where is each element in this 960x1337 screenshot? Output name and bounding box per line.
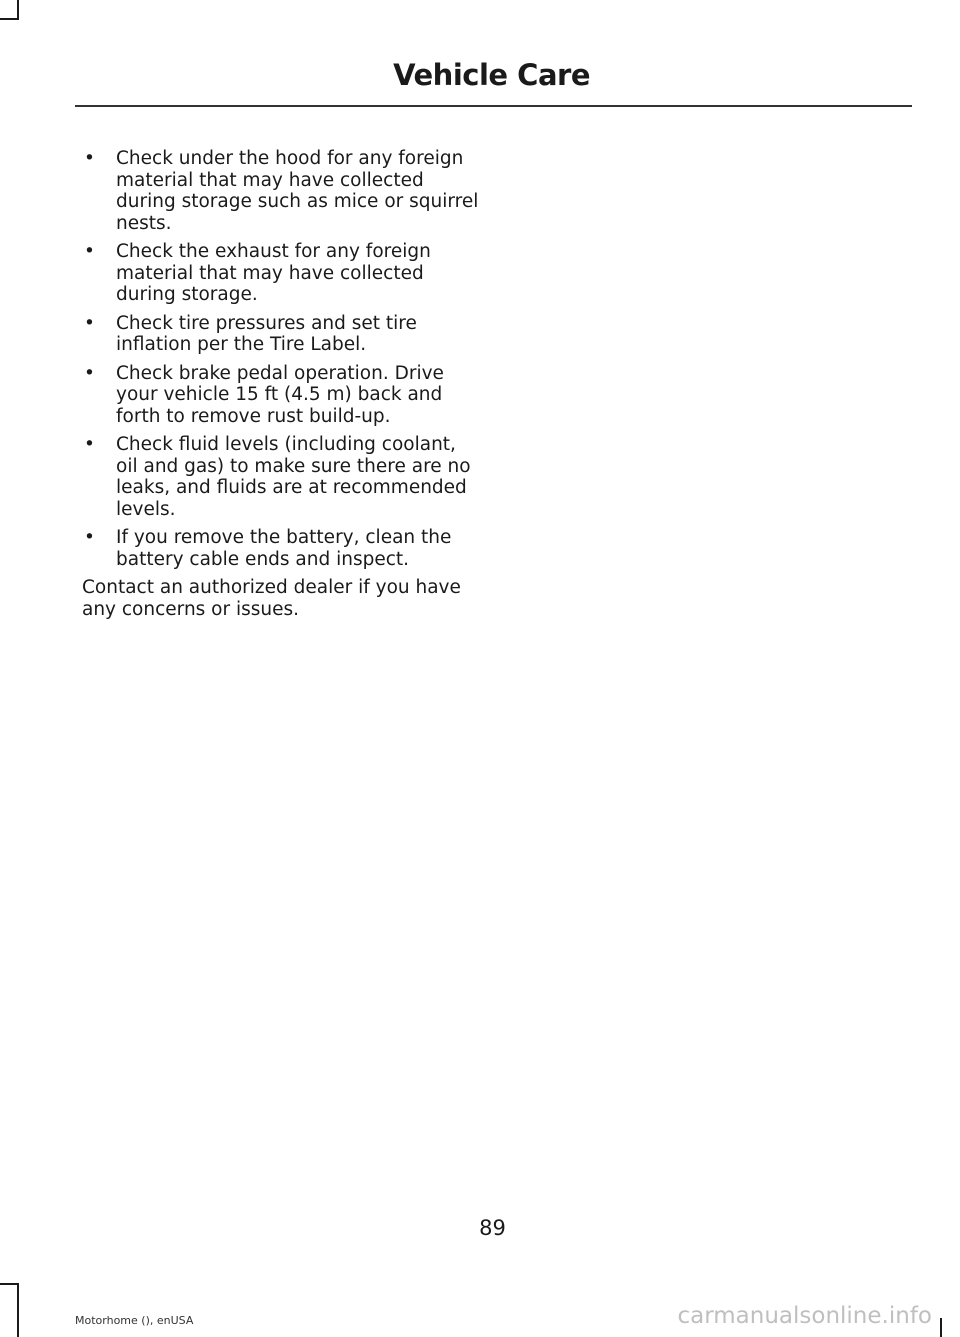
list-item	[82, 434, 482, 520]
list-item-text: Check the exhaust for any foreign material that may have collected during storage.	[116, 241, 431, 305]
list-item	[82, 527, 482, 570]
list-item-text: Check tire pressures and set tire inflation per the Tire Label.	[116, 312, 417, 355]
crop-mark-bottom-left	[0, 1283, 19, 1285]
watermark: carmanualsonline.info	[677, 1303, 932, 1329]
bullet-icon: •	[84, 241, 95, 262]
bullet-icon: •	[84, 362, 95, 384]
bullet-icon: •	[84, 527, 95, 548]
crop-mark-bottom-right	[940, 1318, 942, 1337]
list-item	[82, 241, 482, 306]
crop-mark-top-left	[17, 0, 19, 20]
page-title: Vehicle Care	[393, 58, 590, 92]
crop-mark-top-left	[0, 18, 19, 20]
header-divider	[75, 105, 912, 107]
closing-paragraph: Contact an authorized dealer if you have any concerns or issues.	[82, 577, 461, 620]
bullet-icon: •	[84, 148, 95, 169]
list-item	[82, 313, 482, 356]
footer-text: Motorhome (), enUSA	[75, 1314, 194, 1327]
list-item	[82, 148, 482, 234]
list-item	[82, 363, 482, 428]
list-item-text: Check under the hood for any foreign material that may have collected during storage such as mice or squirrel nests.	[116, 148, 479, 234]
list-item-text: Check brake pedal operation. Drive your vehicle 15 ft (4.5 m) back and forth to remove rust build-up.	[116, 362, 444, 427]
main-content	[82, 148, 482, 639]
checklist	[82, 148, 482, 570]
crop-mark-bottom-left	[17, 1283, 19, 1337]
bullet-icon: •	[84, 434, 95, 455]
page-number: 89	[479, 1216, 506, 1240]
list-item-text: Check fluid levels (including coolant, oil and gas) to make sure there are no leaks, and fluids are at recommended levels.	[116, 434, 471, 520]
bullet-icon: •	[84, 312, 95, 334]
list-item-text: If you remove the battery, clean the battery cable ends and inspect.	[116, 527, 452, 570]
